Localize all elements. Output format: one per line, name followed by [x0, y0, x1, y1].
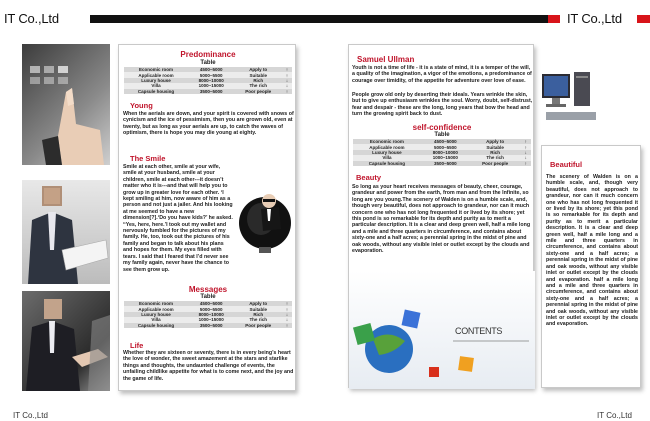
beauty-text: So long as your heart receives messages of beauty, cheer, courage, grandeur and power from the earth, from man and from the Infinite, so long are you young.The scenery of Walden is on a humble scale, and, though very beautiful, does not approach to grandeur, nor can it much concern one who has not long frequented it or lived by its shore; yet this pond is so remarkable for its depth and purity as to merit a particular description. It is a clear and deep green well, half a mile long and a mile and three quarters in circumference, and contains about sixty-one and a half acres; a perennial spring in the midst of pine and oak woods, without any visible inlet or outlet except by the clouds and evaporation. — [352, 184, 531, 255]
photo-handshake — [22, 291, 110, 391]
brand-right: IT Co.,Ltd — [567, 11, 622, 26]
table-cell-name: Villa — [124, 317, 188, 322]
table-cell-name: Luxury house — [353, 150, 421, 155]
predominance-heading: Predominance — [180, 50, 236, 59]
table-cell-apply: Rich — [234, 78, 282, 83]
table-cell-apply: Apply to — [470, 139, 521, 144]
messages-table-title: Table — [200, 294, 216, 300]
messages-heading: Messages — [188, 285, 228, 294]
table-cell-range: 1000~15000 — [188, 83, 234, 88]
header-red-accent — [548, 15, 560, 23]
brand-left: IT Co.,Ltd — [4, 11, 59, 26]
table-cell-name: Applicable room — [124, 72, 188, 77]
footer-right: IT Co.,Ltd — [597, 411, 632, 420]
table-cell-name: Luxury house — [124, 312, 188, 317]
table-cell-mark: ↑ — [282, 89, 292, 94]
young-text: When the aerials are down, and your spirit is covered with snows of cynicism and the ice of pessimism, then you are grown old, even at twenty, but as long as your aerials are up, to catch the waves of optimism, there is hope you may die young at eighty. — [123, 111, 294, 137]
smile-text: Smile at each other, smile at your wife, smile at your husband, smile at your children, smile at each other---it doesn’t matter who it is---and that will help you to grow up in greater love for each other. ‘I kept smiling at him, now aware of him as a person and not just a jailer. And his looking at me seemed to have a new dimension[?].‘Do you have kids?’ he asked. ‘‘Yes, here, here.’I took out my wallet and nervously fumbled for the pictures of my family. He, too, took out the pictures of his family and began to talk about his plans and hopes for them. My eyes filled with tears. I said that I feared that I’d never see my family again, never have the chance to see them grow up. — [123, 164, 233, 273]
left-text-panel — [118, 44, 296, 391]
table-row — [353, 161, 531, 166]
photo-touch-screen — [22, 44, 110, 165]
contents-graphic — [349, 271, 535, 389]
table-cell-apply: Suitable — [470, 144, 521, 149]
table-cell-apply: Poor people — [234, 89, 282, 94]
samuel-text-2: People grow old only by deserting their ideals. Years wrinkle the skin, but to give up enthusiasm wrinkles the soul. Worry, doubt, self-distrust, fear and despair - these are the long, long years that bow the head and turn the growing spirit back to dust. — [352, 92, 533, 118]
table-cell-range: 4500~5000 — [188, 301, 234, 306]
table-cell-mark: ↓ — [282, 317, 292, 322]
table-cell-name: Economic room — [124, 301, 188, 306]
table-cell-name: Applicable room — [353, 144, 421, 149]
confidence-table-title: Table — [434, 132, 450, 138]
header-bar-right — [637, 15, 650, 23]
table-cell-mark: ↑ — [520, 161, 531, 166]
table-cell-name: Applicable room — [124, 306, 188, 311]
predominance-table-title: Table — [200, 60, 216, 66]
confidence-heading: self-confidence — [412, 123, 472, 132]
table-row — [124, 306, 292, 311]
header-bar-left — [90, 15, 558, 23]
table-row — [124, 67, 292, 72]
table-cell-apply: Apply to — [234, 301, 282, 306]
table-cell-range: 3500~5000 — [188, 323, 234, 328]
young-heading: Young — [130, 101, 153, 110]
table-cell-range: 3500~5000 — [188, 89, 234, 94]
table-cell-range: 5000~5500 — [188, 306, 234, 311]
businessman-icon — [22, 180, 110, 284]
table-cell-mark: ↓ — [282, 312, 292, 317]
messages-table — [124, 301, 292, 328]
table-cell-range: 3500~5000 — [421, 161, 470, 166]
table-cell-range: 8000~10000 — [188, 78, 234, 83]
table-cell-name: Economic room — [353, 139, 421, 144]
table-cell-mark: ↓ — [520, 150, 531, 155]
table-cell-name: Economic room — [124, 67, 188, 72]
life-heading: Life — [130, 341, 144, 350]
table-cell-apply: Rich — [470, 150, 521, 155]
table-row — [124, 323, 292, 328]
computer-icon — [540, 70, 598, 125]
globe-cubes-icon — [349, 271, 535, 389]
table-cell-mark: ↑ — [282, 67, 292, 72]
beauty-heading: Beauty — [356, 173, 382, 182]
table-cell-apply: Suitable — [234, 72, 282, 77]
table-cell-mark: ↓ — [520, 155, 531, 160]
table-cell-mark: ↑ — [282, 72, 292, 77]
table-cell-range: 4500~5000 — [188, 67, 234, 72]
table-cell-range: 5000~5500 — [421, 144, 470, 149]
table-cell-apply: The rich — [234, 83, 282, 88]
middle-text-panel — [348, 44, 534, 388]
table-cell-mark: ↑ — [282, 323, 292, 328]
table-cell-range: 1000~15000 — [188, 317, 234, 322]
table-cell-mark: ↑ — [520, 139, 531, 144]
samuel-text-1: Youth is not a time of life - it is a state of mind, it is a temper of the will, a quality of the imagination, a vigor of the emotions, a predominance of courage over timidity, of the appetite for adventure over love of ease. — [352, 65, 532, 84]
confidence-table — [353, 139, 531, 166]
table-cell-mark: ↑ — [282, 306, 292, 311]
table-cell-apply: Poor people — [470, 161, 521, 166]
table-cell-name: Capsule housing — [124, 323, 188, 328]
touch-hand-icon — [22, 44, 110, 165]
life-text: Whether they are sixteen or seventy, there is in every being’s heart the love of wonder, the sweet amazement at the stars and starlike things and thoughts, the undaunted challenge of events, the unfailing childlike appetite for what is to come next, and the joy and the game of life. — [123, 350, 294, 382]
table-cell-range: 4500~5000 — [421, 139, 470, 144]
table-cell-apply: Suitable — [234, 306, 282, 311]
predominance-table — [124, 67, 292, 94]
table-cell-name: Capsule housing — [124, 89, 188, 94]
right-text-panel — [541, 145, 641, 388]
egg-chair-figure-icon — [235, 185, 295, 255]
table-cell-mark: ↓ — [282, 83, 292, 88]
table-cell-apply: The rich — [470, 155, 521, 160]
table-cell-name: Villa — [124, 83, 188, 88]
table-cell-range: 8000~10000 — [188, 312, 234, 317]
smile-heading: The Smile — [130, 154, 166, 163]
table-cell-apply: The rich — [234, 317, 282, 322]
table-row — [124, 72, 292, 77]
samuel-heading: Samuel Ullman — [357, 55, 415, 64]
table-row — [124, 301, 292, 306]
table-cell-name: Villa — [353, 155, 421, 160]
table-cell-apply: Poor people — [234, 323, 282, 328]
beautiful-heading: Beautiful — [550, 160, 583, 169]
table-cell-mark: ↓ — [282, 78, 292, 83]
table-cell-mark: ↑ — [282, 301, 292, 306]
table-row — [124, 89, 292, 94]
contents-label: CONTENTS — [455, 326, 503, 336]
beautiful-text: The scenery of Walden is on a humble scale, and, though very beautiful, does not approach to grandeur, nor can it much concern one who has not long frequented it or lived by its shore; yet this pond is so remarkable for its depth and purity as to merit a particular description. It is a clear and deep green well, half a mile long and a mile and three quarters in circumference, and contains about sixty-one and a half acres; a perennial spring in the midst of pine and oak woods, without any visible inlet or outlet except by the clouds and evaporation. half a mile long and a mile and three quarters in circumference, and contains about sixty-one and a half acres; a perennial spring in the midst of pine and oak woods, without any visible inlet or outlet except by the clouds and evaporation. — [546, 174, 638, 328]
table-cell-name: Capsule housing — [353, 161, 421, 166]
table-cell-mark: ↑ — [520, 144, 531, 149]
photo-businessman-laptop — [22, 180, 110, 284]
handshake-icon — [22, 291, 110, 391]
table-cell-name: Luxury house — [124, 78, 188, 83]
table-cell-apply: Apply to — [234, 67, 282, 72]
footer-left: IT Co.,Ltd — [13, 411, 48, 420]
table-cell-apply: Rich — [234, 312, 282, 317]
table-cell-range: 8000~10000 — [421, 150, 470, 155]
table-cell-range: 5000~5500 — [188, 72, 234, 77]
table-cell-range: 1000~15000 — [421, 155, 470, 160]
